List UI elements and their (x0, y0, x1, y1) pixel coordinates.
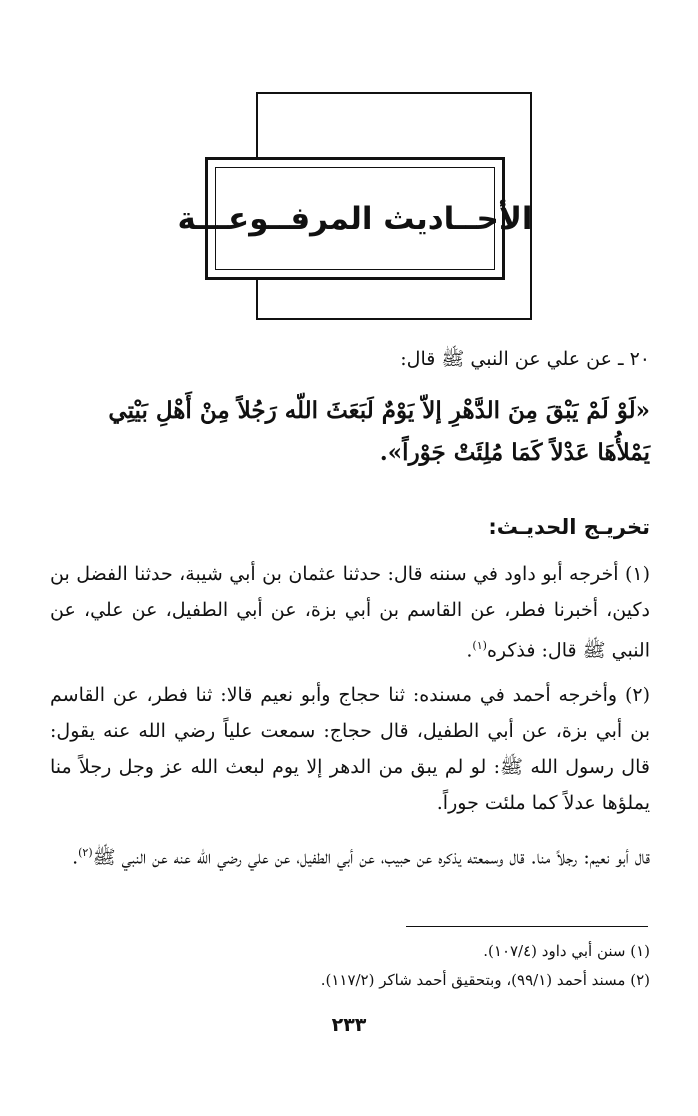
paragraph-3-text: قال أبو نعيم: رجلاً منا. قال وسمعته يذكره عن حبيب، عن أبي الطفيل، عن علي رضي الله عنه عن النبي ﷺ (92, 846, 650, 869)
footnote-1: (١) سنن أبي داود (١٠٧/٤). (483, 942, 650, 960)
takhrij-heading: تخريـج الحديـث: (488, 515, 650, 539)
footnote-divider (406, 926, 648, 927)
paragraph-2 (50, 677, 650, 821)
title-frame (177, 157, 533, 280)
page-number: ٢٣٣ (331, 1014, 367, 1036)
hadith-intro: ٢٠ ـ عن علي عن النبي ﷺ قال: (400, 348, 650, 370)
footnote-ref-2: (٢) (78, 846, 93, 859)
chapter-title: الأحــاديث المرفــوعـــة (177, 200, 533, 237)
paragraph-3: قال أبو نعيم: رجلاً منا. قال وسمعته يذكره عن حبيب، عن أبي الطفيل، عن علي رضي الله عنه عن النبي ﷺ$^{(٢)}$. (72, 846, 650, 869)
hadith-text-line-1: «لَوْ لَمْ يَبْقَ مِنَ الدَّهْرِ إلاّ يَوْمٌ لَبَعَثَ اللّه رَجُلاً مِنْ أَهْلِ بَيْتِي (108, 397, 650, 424)
hadith-text-line-2: يَمْلأُهَا عَدْلاً كَمَا مُلِئَتْ جَوْراً». (379, 439, 650, 466)
footnote-2: (٢) مسند أحمد (٩٩/١)، وبتحقيق أحمد شاكر (١١٧/٢). (320, 971, 650, 989)
title-frame-inner (177, 167, 533, 270)
paragraph-1-text: (١) أخرجه أبو داود في سننه قال: حدثنا عثمان بن أبي شيبة، حدثنا الفضل بن دكين، أخبرنا فطر، عن القاسم بن أبي بزة، عن أبي الطفيل، عن علي، عن النبي ﷺ قال: فذكره (50, 563, 650, 662)
paragraph-1: (١) أخرجه أبو داود في سننه قال: حدثنا عثمان بن أبي شيبة، حدثنا الفضل بن دكين، أخبرنا فطر، عن القاسم بن أبي بزة، عن أبي الطفيل، عن علي، عن النبي ﷺ قال: فذكره$^{(١)}$. (50, 563, 650, 662)
footnote-ref-1: (١) (472, 639, 487, 652)
paragraph-2-text: (٢) وأخرجه أحمد في مسنده: ثنا حجاج وأبو نعيم قالا: ثنا فطر، عن القاسم بن أبي بزة، عن أبي الطفيل، قال حجاج: سمعت علياً رضي الله عنه يقول: قال رسول الله ﷺ: لو لم يبق من الدهر إلا يوم لبعث الله عز وجل رجلاً منا يملؤها عدلاً كما ملئت جوراً. (50, 684, 650, 814)
